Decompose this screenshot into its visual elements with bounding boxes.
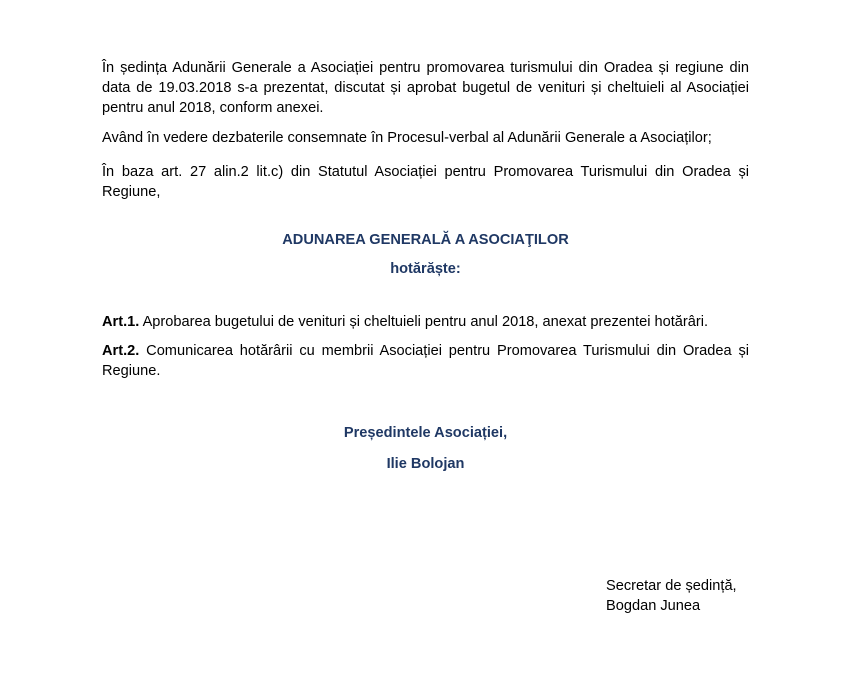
- president-name: Ilie Bolojan: [386, 456, 465, 472]
- decides-heading: hotărăște:: [390, 261, 461, 277]
- legal-basis-paragraph: În baza art. 27 alin.2 lit.c) din Statutul Asociației pentru Promovarea Turismului din Oradea și Regiune,: [102, 164, 749, 200]
- article-1-number: Art.1.: [102, 314, 140, 330]
- president-title: Președintele Asociației,: [343, 425, 508, 441]
- article-1-text: Aprobarea bugetului de venituri și cheltuieli pentru anul 2018, anexat prezentei hotărâri.: [142, 314, 709, 330]
- secretary-name: Bogdan Junea: [606, 598, 701, 614]
- article-2-text: Comunicarea hotărârii cu membrii Asociației pentru Promovarea Turismului din Oradea și Regiune.: [102, 343, 750, 379]
- article-2-number: Art.2.: [102, 343, 140, 359]
- secretary-title: Secretar de ședință,: [606, 578, 737, 594]
- article-2: [102, 341, 749, 381]
- assembly-heading: ADUNAREA GENERALĂ A ASOCIAŢILOR: [282, 232, 569, 248]
- intro-paragraph: În ședința Adunării Generale a Asociației pentru promovarea turismului din Oradea și regiune din data de 19.03.2018 s-a prezentat, discutat și aprobat bugetul de venituri și cheltuieli al Asociației pentru anul 2018, conform anexei.: [102, 60, 749, 116]
- secretary-block: [606, 576, 806, 616]
- considering-paragraph: Având în vedere dezbaterile consemnate în Procesul-verbal al Adunării Generale a Asociaților;: [102, 130, 712, 146]
- article-1: [102, 312, 749, 332]
